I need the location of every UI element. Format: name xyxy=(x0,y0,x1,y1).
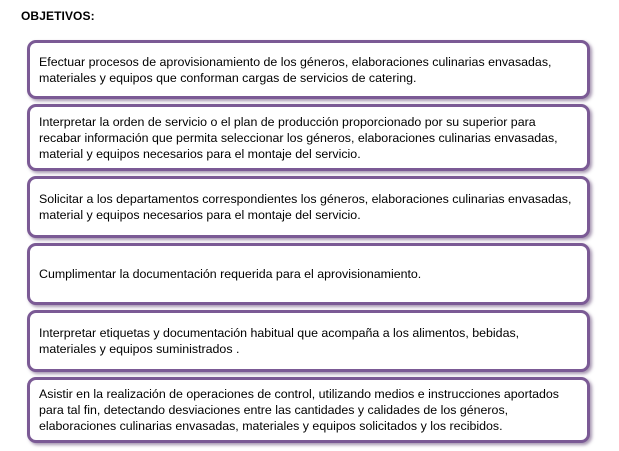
objective-text: Asistir en la realización de operaciones de control, utilizando medios e instrucciones aportados para tal fin, detectando desviaciones entre las cantidades y calidades de los géneros, elaboraciones culinarias envasadas, materiales y equipos solicitados y los recibidos. xyxy=(39,387,560,433)
objective-box-4 xyxy=(27,243,590,305)
objective-box-5 xyxy=(27,310,590,372)
objective-box-2 xyxy=(27,104,590,171)
section-heading: OBJETIVOS: xyxy=(21,9,95,23)
objective-box-3 xyxy=(27,176,590,238)
objective-text: Solicitar a los departamentos correspondientes los géneros, elaboraciones culinarias envasadas, material y equipos necesarios para el montaje del servicio. xyxy=(39,192,572,222)
objective-box-6 xyxy=(27,377,590,443)
objective-text: Interpretar etiquetas y documentación habitual que acompaña a los alimentos, bebidas, materiales y equipos suministrados . xyxy=(39,326,520,356)
objective-box-1 xyxy=(27,40,590,99)
objective-text: Cumplimentar la documentación requerida para el aprovisionamiento. xyxy=(39,267,422,281)
objective-text: Efectuar procesos de aprovisionamiento de los géneros, elaboraciones culinarias envasadas, materiales y equipos que conforman cargas de servicios de catering. xyxy=(39,54,552,85)
objective-text: Interpretar la orden de servicio o el plan de producción proporcionado por su superior para recabar información que permita seleccionar los géneros, elaboraciones culinarias envasadas, material y equipos necesarios para el montaje del servicio. xyxy=(39,114,558,161)
